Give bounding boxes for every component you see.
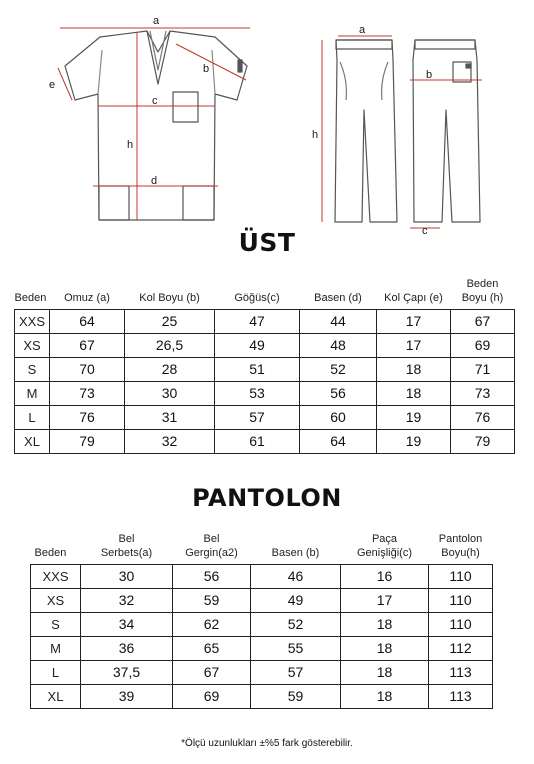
measure-cell: 113 bbox=[429, 684, 493, 708]
ust-header: Beden bbox=[14, 291, 47, 304]
pantolon-header: Bel Gergin(a2) bbox=[185, 532, 238, 559]
measure-cell: 28 bbox=[125, 357, 215, 381]
pantolon-table-row bbox=[31, 588, 493, 612]
size-cell: S bbox=[31, 612, 81, 636]
diagram-labels bbox=[49, 15, 432, 236]
measure-cell: 51 bbox=[215, 357, 300, 381]
pantolon-title: PANTOLON bbox=[192, 484, 342, 512]
measure-cell: 60 bbox=[300, 405, 377, 429]
label-b: b bbox=[203, 63, 210, 75]
measure-cell: 59 bbox=[251, 684, 341, 708]
ust-table-row bbox=[15, 309, 515, 333]
measure-cell: 48 bbox=[300, 333, 377, 357]
pantolon-header: Pantolon Boyu(h) bbox=[438, 532, 483, 559]
measure-cell: 64 bbox=[300, 429, 377, 453]
measure-cell: 110 bbox=[429, 588, 493, 612]
ust-header: Basen (d) bbox=[314, 291, 362, 304]
measure-cell: 112 bbox=[429, 636, 493, 660]
measure-cell: 52 bbox=[251, 612, 341, 636]
left-pocket bbox=[99, 186, 129, 220]
measure-cell: 61 bbox=[215, 429, 300, 453]
size-cell: XXS bbox=[31, 564, 81, 588]
ust-table-row bbox=[15, 429, 515, 453]
pantolon-header: Bel Serbets(a) bbox=[100, 532, 153, 559]
measure-cell: 56 bbox=[300, 381, 377, 405]
label-c: c bbox=[152, 95, 158, 107]
measure-cell: 55 bbox=[251, 636, 341, 660]
measure-cell: 32 bbox=[125, 429, 215, 453]
size-cell: XL bbox=[31, 684, 81, 708]
measure-cell: 110 bbox=[429, 612, 493, 636]
size-cell: S bbox=[15, 357, 50, 381]
measure-cell: 110 bbox=[429, 564, 493, 588]
ust-table-row bbox=[15, 333, 515, 357]
measure-cell: 18 bbox=[341, 684, 429, 708]
ust-table-row bbox=[15, 405, 515, 429]
measure-cell: 65 bbox=[173, 636, 251, 660]
chest-pocket bbox=[173, 92, 198, 122]
measure-cell: 73 bbox=[50, 381, 125, 405]
measure-cell: 57 bbox=[215, 405, 300, 429]
measure-cell: 37,5 bbox=[81, 660, 173, 684]
pant-label-c: c bbox=[422, 225, 428, 236]
tolerance-note: *Ölçü uzunlukları ±%5 fark gösterebilir. bbox=[181, 738, 353, 749]
measure-cell: 70 bbox=[50, 357, 125, 381]
size-cell: M bbox=[15, 381, 50, 405]
pantolon-header: Paça Genişliği(c) bbox=[356, 532, 412, 559]
pants-front-outline bbox=[335, 40, 397, 222]
ust-header-row bbox=[15, 272, 515, 309]
measure-cell: 53 bbox=[215, 381, 300, 405]
measure-cell: 31 bbox=[125, 405, 215, 429]
ust-header: Göğüs(c) bbox=[234, 291, 280, 304]
ust-header: Kol Boyu (b) bbox=[139, 291, 200, 304]
pantolon-table-row bbox=[31, 660, 493, 684]
measure-cell: 18 bbox=[377, 381, 451, 405]
pantolon-table-row bbox=[31, 684, 493, 708]
measure-lines bbox=[58, 28, 482, 228]
measure-cell: 17 bbox=[377, 333, 451, 357]
measure-cell: 79 bbox=[451, 429, 515, 453]
pantolon-header-row bbox=[31, 526, 493, 564]
measure-cell: 113 bbox=[429, 660, 493, 684]
measure-cell: 69 bbox=[451, 333, 515, 357]
measure-cell: 39 bbox=[81, 684, 173, 708]
ust-header: Kol Çapı (e) bbox=[384, 291, 443, 304]
size-cell: XS bbox=[15, 333, 50, 357]
measure-cell: 19 bbox=[377, 429, 451, 453]
measure-cell: 46 bbox=[251, 564, 341, 588]
measure-cell: 47 bbox=[215, 309, 300, 333]
measure-cell: 69 bbox=[173, 684, 251, 708]
measure-cell: 64 bbox=[50, 309, 125, 333]
pantolon-table-row bbox=[31, 612, 493, 636]
pantolon-size-table bbox=[30, 526, 493, 709]
size-cell: M bbox=[31, 636, 81, 660]
measure-cell: 76 bbox=[451, 405, 515, 429]
measure-cell: 18 bbox=[341, 636, 429, 660]
measure-cell: 59 bbox=[173, 588, 251, 612]
ust-size-table bbox=[14, 272, 515, 454]
label-e: e bbox=[49, 79, 56, 91]
measure-cell: 62 bbox=[173, 612, 251, 636]
size-cell: XXS bbox=[15, 309, 50, 333]
measure-cell: 30 bbox=[125, 381, 215, 405]
ust-header: Beden Boyu (h) bbox=[461, 277, 504, 304]
pantolon-header: Basen (b) bbox=[271, 546, 320, 559]
measure-cell: 19 bbox=[377, 405, 451, 429]
garment-diagram bbox=[0, 0, 534, 236]
pantolon-table-row bbox=[31, 636, 493, 660]
label-a: a bbox=[153, 15, 160, 27]
measure-cell: 36 bbox=[81, 636, 173, 660]
size-cell: L bbox=[31, 660, 81, 684]
size-cell: XS bbox=[31, 588, 81, 612]
size-cell: XL bbox=[15, 429, 50, 453]
measure-cell: 17 bbox=[341, 588, 429, 612]
pant-label-h: h bbox=[312, 129, 319, 141]
measure-cell: 16 bbox=[341, 564, 429, 588]
measure-cell: 52 bbox=[300, 357, 377, 381]
measure-cell: 30 bbox=[81, 564, 173, 588]
measure-cell: 18 bbox=[377, 357, 451, 381]
size-cell: L bbox=[15, 405, 50, 429]
measure-cell: 32 bbox=[81, 588, 173, 612]
measure-cell: 49 bbox=[215, 333, 300, 357]
ust-header: Omuz (a) bbox=[64, 291, 110, 304]
pantolon-table-row bbox=[31, 564, 493, 588]
label-d: d bbox=[151, 175, 158, 187]
measure-cell: 57 bbox=[251, 660, 341, 684]
measure-cell: 18 bbox=[341, 660, 429, 684]
label-h: h bbox=[127, 139, 134, 151]
pantolon-header: Beden bbox=[34, 546, 67, 559]
measure-cell: 73 bbox=[451, 381, 515, 405]
pant-label-a: a bbox=[359, 24, 366, 36]
measure-cell: 18 bbox=[341, 612, 429, 636]
ust-table-row bbox=[15, 357, 515, 381]
measure-cell: 71 bbox=[451, 357, 515, 381]
measure-cell: 67 bbox=[173, 660, 251, 684]
measure-cell: 76 bbox=[50, 405, 125, 429]
measure-cell: 67 bbox=[451, 309, 515, 333]
ust-table-row bbox=[15, 381, 515, 405]
ust-title: ÜST bbox=[238, 228, 296, 257]
measure-cell: 56 bbox=[173, 564, 251, 588]
measure-cell: 34 bbox=[81, 612, 173, 636]
measure-cell: 25 bbox=[125, 309, 215, 333]
measure-cell: 49 bbox=[251, 588, 341, 612]
measure-cell: 79 bbox=[50, 429, 125, 453]
measure-cell: 17 bbox=[377, 309, 451, 333]
measure-cell: 67 bbox=[50, 333, 125, 357]
pant-label-b: b bbox=[426, 69, 433, 81]
measure-cell: 44 bbox=[300, 309, 377, 333]
right-pocket bbox=[183, 186, 214, 220]
measure-cell: 26,5 bbox=[125, 333, 215, 357]
